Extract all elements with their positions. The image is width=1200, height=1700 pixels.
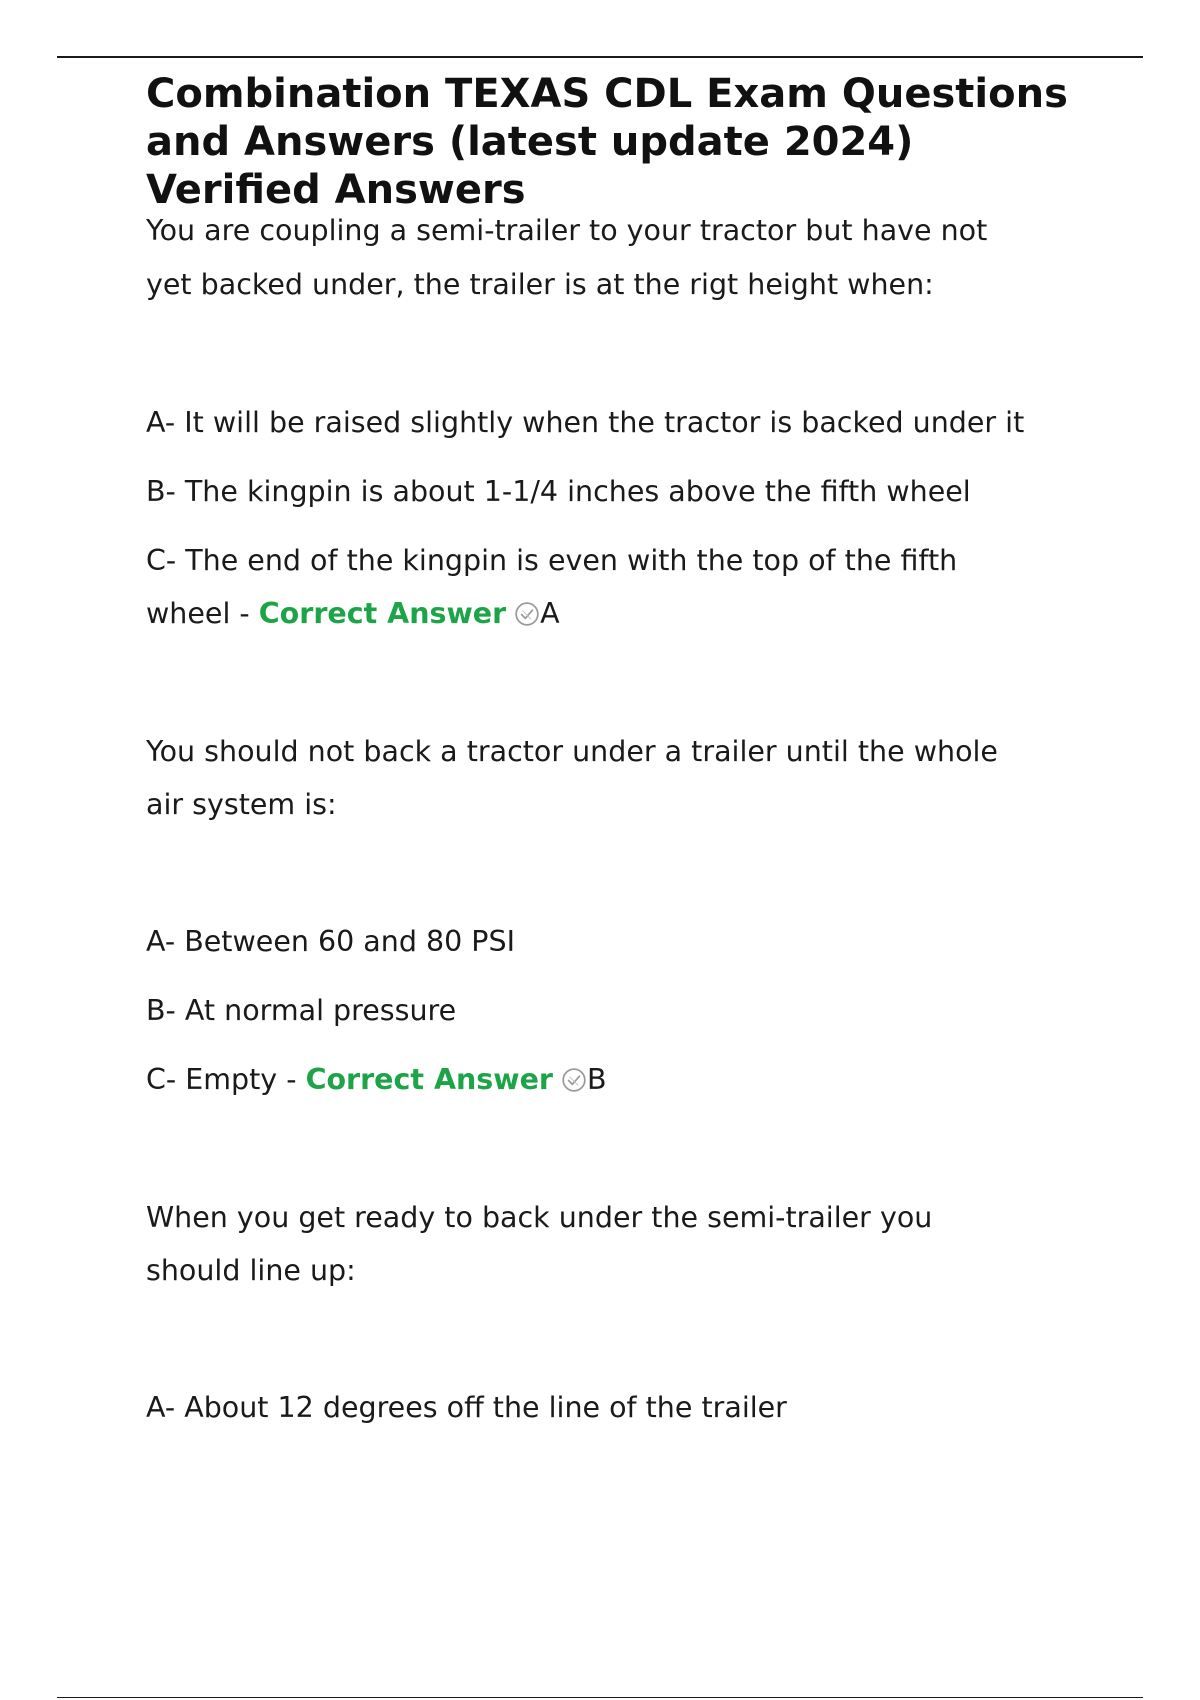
question-2-answer-line (146, 1053, 1156, 1106)
question-1-option-c: C- The end of the kingpin is even with the top of the fifth (146, 544, 958, 577)
page-top-rule (57, 56, 1143, 58)
page-bottom-rule (57, 1697, 1143, 1698)
document-title (146, 70, 1146, 214)
question-2-prompt-line-1: You should not back a tractor under a trailer until the whole (146, 735, 998, 768)
title-line-3: Verified Answers (146, 167, 526, 213)
question-2-option-a: A- Between 60 and 80 PSI (146, 925, 515, 958)
title-line-2: and Answers (latest update 2024) (146, 119, 914, 165)
question-1-option-b: B- The kingpin is about 1-1/4 inches above the fifth wheel (146, 475, 971, 508)
question-1-option-a: A- It will be raised slightly when the tractor is backed under it (146, 406, 1025, 439)
question-1-answer-letter: A (540, 597, 560, 630)
question-1-prompt-line-1: You are coupling a semi-trailer to your tractor but have not (146, 214, 988, 247)
correct-answer-label: Correct Answer (305, 1063, 553, 1096)
question-3-option-a: A- About 12 degrees off the line of the trailer (146, 1391, 787, 1424)
check-circle-icon (561, 1067, 587, 1093)
question-1-prompt-line-2: yet backed under, the trailer is at the rigt height when: (146, 268, 934, 301)
question-3-prompt-line-2: should line up: (146, 1254, 356, 1287)
question-2-answer-letter: B (586, 1063, 607, 1096)
question-2-option-b: B- At normal pressure (146, 994, 457, 1027)
check-circle-icon (514, 601, 540, 627)
correct-answer-label: Correct Answer (258, 597, 507, 630)
question-3-prompt-line-1: When you get ready to back under the semi-trailer you (146, 1201, 933, 1234)
question-2-option-c: C- Empty - (146, 1063, 306, 1096)
question-2-prompt-line-2: air system is: (146, 788, 337, 821)
title-line-1: Combination TEXAS CDL Exam Questions (146, 71, 1068, 117)
question-1-answer-line (146, 587, 1156, 640)
question-1-option-c-continued: wheel - (146, 597, 259, 630)
